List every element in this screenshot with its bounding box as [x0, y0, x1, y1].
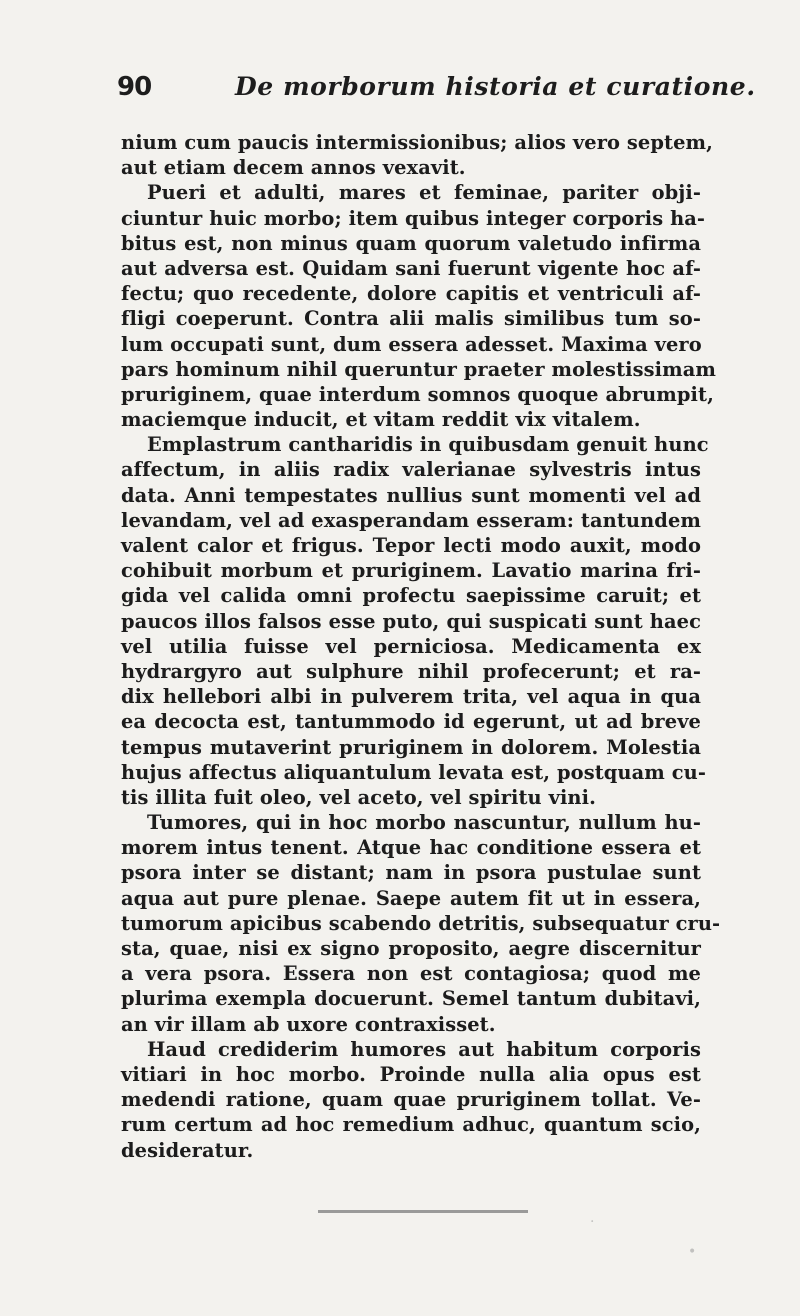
- text-line: hydrargyro aut sulphure nihil profecerunt; et ra-: [121, 659, 701, 683]
- bleed-through-mark: •: [688, 1244, 697, 1260]
- text-line: pruriginem, quae interdum somnos quoque abrumpit,: [121, 382, 714, 406]
- text-line: fectu; quo recedente, dolore capitis et ventriculi af-: [121, 282, 701, 306]
- text-line: ciuntur huic morbo; item quibus integer corporis ha-: [121, 206, 706, 230]
- text-line: tis illita fuit oleo, vel aceto, vel spiritu vini.: [121, 785, 596, 809]
- text-line: psora inter se distant; nam in psora pustulae sunt: [121, 861, 701, 885]
- text-line: a vera psora. Essera non est contagiosa; quod me: [121, 962, 701, 986]
- text-line: Emplastrum cantharidis in quibusdam genuit hunc: [147, 433, 709, 457]
- text-line: affectum, in aliis radix valerianae sylvestris intus: [121, 458, 701, 482]
- body-text: [121, 130, 721, 1163]
- text-line: cohibuit morbum et pruriginem. Lavatio marina fri-: [121, 559, 701, 583]
- text-line: vel utilia fuisse vel perniciosa. Medicamenta ex: [121, 634, 701, 658]
- text-line: tumorum apicibus scabendo detritis, subsequatur cru-: [121, 911, 721, 935]
- bleed-through-mark: ·: [590, 1214, 595, 1230]
- text-line: paucos illos falsos esse puto, qui suspicati sunt haec: [121, 609, 701, 633]
- running-title: De morborum historia et curatione.: [235, 72, 756, 101]
- text-line: aut adversa est. Quidam sani fuerunt vigente hoc af-: [121, 256, 701, 280]
- page-header: [117, 72, 756, 112]
- text-line: pars hominum nihil queruntur praeter molestissimam: [121, 357, 716, 381]
- text-line: plurima exempla docuerunt. Semel tantum dubitavi,: [121, 987, 701, 1011]
- text-line: Tumores, qui in hoc morbo nascuntur, nullum hu-: [147, 811, 701, 835]
- text-line: data. Anni tempestates nullius sunt momenti vel ad: [121, 483, 701, 507]
- text-line: ea decocta est, tantummodo id egerunt, ut ad breve: [121, 710, 701, 734]
- text-line: rum certum ad hoc remedium adhuc, quantum scio,: [121, 1113, 701, 1137]
- end-rule: [318, 1210, 528, 1213]
- text-line: nium cum paucis intermissionibus; alios vero septem,: [121, 131, 713, 154]
- text-line: maciemque inducit, et vitam reddit vix vitalem.: [121, 408, 641, 432]
- text-line: aut etiam decem annos vexavit.: [121, 156, 466, 180]
- text-line: sta, quae, nisi ex signo proposito, aegre discernitur: [121, 937, 701, 960]
- text-line: desideratur.: [121, 1138, 254, 1162]
- text-line: levandam, vel ad exasperandam esseram: tantundem: [121, 508, 701, 532]
- text-line: Pueri et adulti, mares et feminae, pariter obji-: [147, 181, 701, 205]
- text-line: tempus mutaverint pruriginem in dolorem. Molestia: [121, 735, 701, 759]
- text-line: morem intus tenent. Atque hac conditione essera et: [121, 836, 701, 860]
- text-line: dix hellebori albi in pulverem trita, vel aqua in qua: [121, 685, 701, 709]
- text-line: fligi coeperunt. Contra alii malis similibus tum so-: [121, 307, 701, 331]
- text-line: bitus est, non minus quam quorum valetudo infirma: [121, 231, 701, 255]
- text-line: an vir illam ab uxore contraxisset.: [121, 1012, 496, 1036]
- text-line: Haud crediderim humores aut habitum corporis: [147, 1037, 701, 1061]
- text-line: aqua aut pure plenae. Saepe autem fit ut in essera,: [121, 886, 701, 910]
- text-line: gida vel calida omni profectu saepissime caruit; et: [121, 584, 701, 608]
- page-number: 90: [117, 72, 152, 102]
- text-line: valent calor et frigus. Tepor lecti modo auxit, modo: [121, 534, 701, 557]
- text-line: vitiari in hoc morbo. Proinde nulla alia opus est: [121, 1062, 701, 1086]
- text-line: hujus affectus aliquantulum levata est, postquam cu-: [121, 760, 707, 784]
- text-line: lum occupati sunt, dum essera adesset. Maxima vero: [121, 332, 702, 356]
- text-line: medendi ratione, quam quae pruriginem tollat. Ve-: [121, 1088, 701, 1112]
